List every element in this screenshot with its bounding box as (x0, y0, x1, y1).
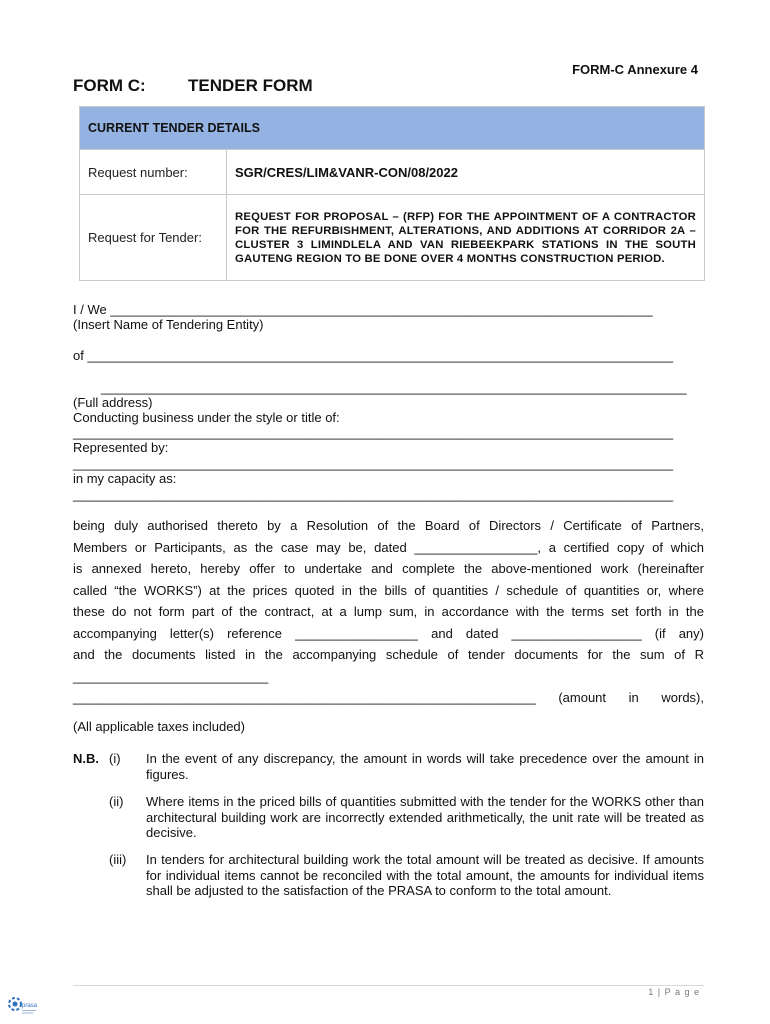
page-number: 1 | P a g e (648, 987, 700, 997)
request-number-label: Request number: (80, 150, 227, 195)
request-number-value: SGR/CRES/LIM&VANR-CON/08/2022 (227, 150, 705, 195)
nb-label: N.B. (73, 751, 99, 766)
paragraph-line: ___________________________ (73, 668, 269, 684)
paragraph-line: accompanying letter(s) reference _________________ and dated __________________ (if any) (73, 625, 704, 641)
taxes-note: (All applicable taxes included) (73, 719, 245, 734)
footer-divider (73, 985, 704, 986)
annexure-label: FORM-C Annexure 4 (572, 62, 698, 77)
form-title (73, 76, 313, 96)
full-address-caption: (Full address) (73, 395, 153, 410)
logo-text: prasa (22, 1003, 38, 1009)
paragraph-line: called “the WORKS”) at the prices quoted in the bills of quantities / schedule of quantities or, where (73, 582, 704, 598)
represented-by-label: Represented by: (73, 440, 169, 455)
i-we-field: I / We ___________________________________________________________________________ (73, 302, 653, 317)
insert-name-caption: (Insert Name of Tendering Entity) (73, 317, 264, 332)
nb-item-number: (ii) (109, 794, 124, 809)
conducting-business-line: ___________________________________________________________________________________ (73, 425, 674, 440)
form-title-right: TENDER FORM (188, 76, 313, 95)
capacity-label: in my capacity as: (73, 471, 177, 486)
paragraph-line: being duly authorised thereto by a Resolution of the Board of Directors / Certificate of Partners, (73, 518, 704, 533)
prasa-logo (7, 995, 45, 1017)
conducting-business-label: Conducting business under the style or title of: (73, 410, 340, 425)
nb-item-text: Where items in the priced bills of quantities submitted with the tender for the WORKS other than architectural building work are incorrectly extended arithmetically, the unit rate will be treated as decisive. (146, 794, 704, 840)
nb-item-number: (iii) (109, 852, 127, 867)
paragraph-line: is annexed hereto, hereby offer to undertake and complete the above-mentioned work (hereinafter (73, 561, 704, 576)
request-tender-label: Request for Tender: (80, 195, 227, 281)
form-title-left: FORM C: (73, 76, 146, 95)
nb-item-text: In the event of any discrepancy, the amount in words will take precedence over the amount in figures. (146, 751, 704, 782)
nb-item-text: In tenders for architectural building work the total amount will be treated as decisive. If amounts for individual items cannot be reconciled with the total amount, the amounts for individual items shall be adjusted to the satisfaction of the PRASA to conform to the total amount. (146, 852, 704, 898)
of-field: of _________________________________________________________________________________ (73, 348, 674, 363)
tender-details-table (79, 106, 705, 281)
tender-details-header: CURRENT TENDER DETAILS (80, 107, 705, 150)
prasa-logo-icon (7, 995, 45, 1017)
nb-item-number: (i) (109, 751, 121, 766)
paragraph-line: Members or Participants, as the case may be, dated _________________, a certified copy of which (73, 539, 704, 555)
request-tender-value: REQUEST FOR PROPOSAL – (RFP) FOR THE APPOINTMENT OF A CONTRACTOR FOR THE REFURBISHMENT, ALTERATIONS, AND ADDITIONS AT CORRIDOR 2A – CLUSTER 3 LIMINDLELA AND VAN RIEBEEKPARK STATIONS IN THE SOUTH GAUTENG REGION TO BE DONE OVER 4 MONTHS CONSTRUCTION PERIOD. (227, 195, 705, 281)
offer-paragraph (73, 515, 704, 709)
paragraph-line: and the documents listed in the accompanying schedule of tender documents for the sum of R (73, 647, 704, 662)
capacity-line: ___________________________________________________________________________________ (73, 487, 674, 502)
represented-by-line: ___________________________________________________________________________________ (73, 456, 674, 471)
address-line: _________________________________________________________________________________ (101, 380, 687, 395)
paragraph-line: these do not form part of the contract, at a lump sum, in accordance with the terms set forth in the (73, 604, 704, 619)
paragraph-line: ________________________________________________________________ (amount in words), (73, 690, 704, 705)
